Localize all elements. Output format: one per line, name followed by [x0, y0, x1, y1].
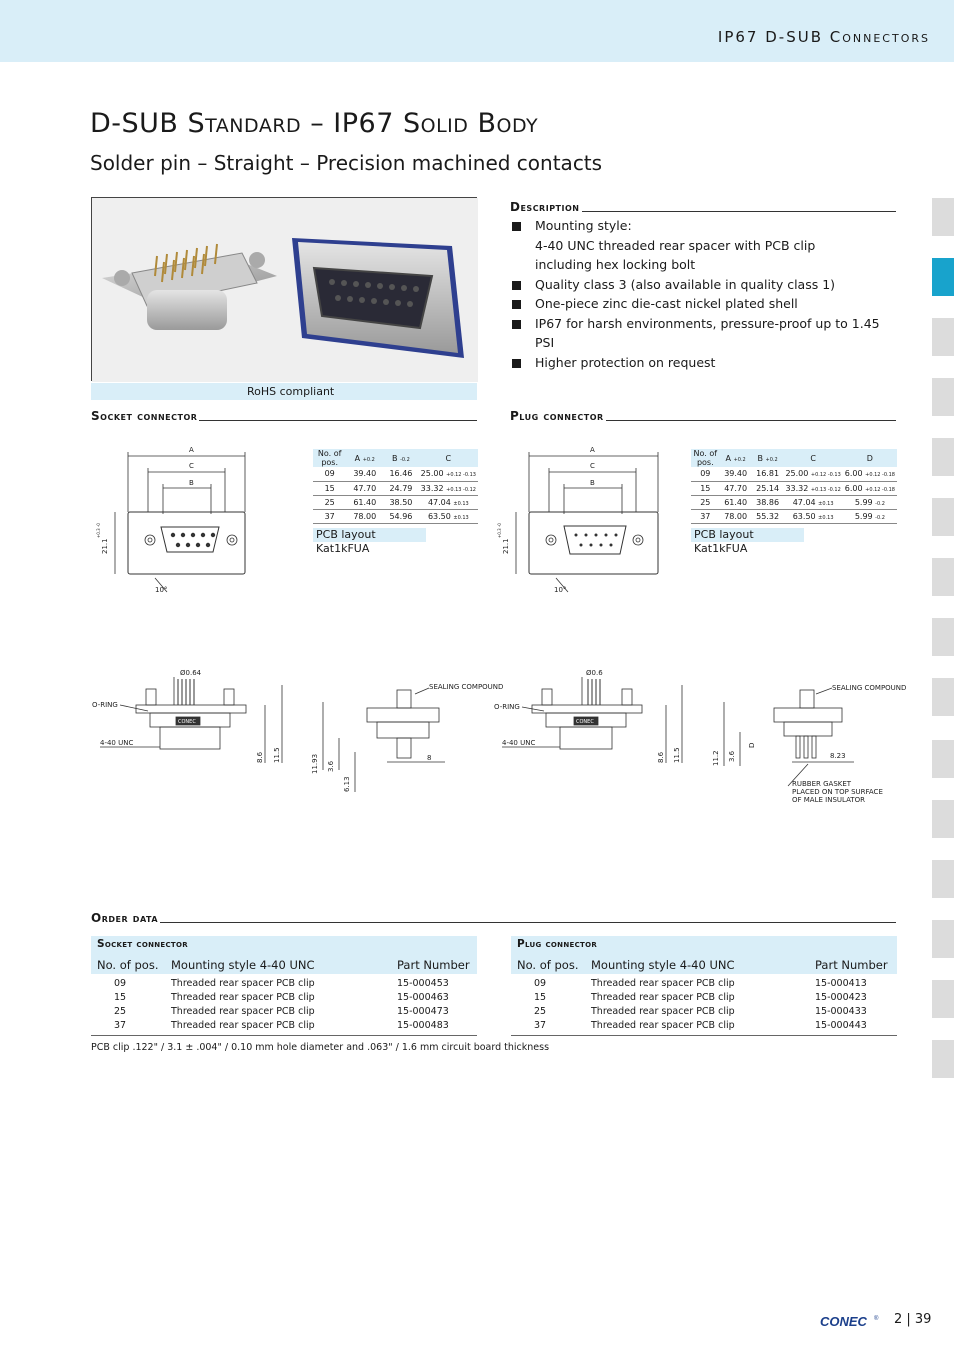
- col-a: A +0.2: [720, 449, 752, 467]
- table-row: 25 61.40 38.86 47.04 ±0.13 5.99 -0.2: [691, 495, 897, 509]
- thread-label: 4-40 UNC: [502, 739, 536, 747]
- gasket-label-3: OF MALE INSULATOR: [792, 796, 865, 804]
- dim-label-angle: 10°: [554, 586, 567, 594]
- svg-text:CONEC: CONEC: [576, 719, 594, 725]
- table-row: 09 39.40 16.46 25.00 +0.12 -0.13: [313, 467, 478, 481]
- oring-label: O-RING: [494, 703, 520, 711]
- page-subtitle: Solder pin – Straight – Precision machined contacts: [90, 151, 603, 175]
- conec-logo: [820, 1313, 880, 1329]
- socket-connector-heading: Socket connector: [91, 408, 477, 422]
- description-heading: Description: [510, 199, 896, 213]
- col-pos: No. of pos.: [691, 449, 720, 467]
- plug-connector-heading: Plug connector: [510, 408, 896, 422]
- col-c: C: [419, 449, 478, 467]
- dim-label-112: 11.2: [712, 750, 720, 766]
- page-number: 2 | 39: [894, 1312, 932, 1327]
- order-table-title: Plug connector: [517, 938, 598, 950]
- plug-side-drawing: [492, 665, 692, 795]
- sealing-label: SEALING COMPOUND: [429, 683, 504, 691]
- thread-label: 4-40 UNC: [100, 739, 134, 747]
- side-tab[interactable]: [932, 438, 954, 476]
- dim-label-d: D: [748, 742, 756, 748]
- product-photo: [91, 197, 477, 381]
- col-mount: Mounting style 4-40 UNC: [591, 958, 735, 972]
- svg-text:CONEC: CONEC: [178, 719, 196, 725]
- description-list: [512, 216, 892, 372]
- side-tab[interactable]: [932, 558, 954, 596]
- order-table-header: [511, 936, 897, 974]
- side-tab[interactable]: [932, 618, 954, 656]
- description-item: Higher protection on request: [512, 353, 892, 373]
- dim-label-height: 21.1: [101, 538, 109, 554]
- dim-label-angle: 10°: [155, 586, 168, 594]
- socket-rear-drawing: [305, 682, 504, 794]
- footnote: PCB clip .122" / 3.1 ± .004" / 0.10 mm hole diameter and .063" / 1.6 mm circuit board thickness: [91, 1042, 550, 1053]
- dim-label-height-tol: +0.3 -0: [497, 523, 502, 538]
- table-row: 15 47.70 24.79 33.32 +0.13 -0.12: [313, 481, 478, 495]
- table-header-row: [313, 449, 478, 467]
- table-row: 09 Threaded rear spacer PCB clip 15-000453: [114, 978, 449, 989]
- section-title: IP67 D-SUB Connectors: [717, 28, 930, 46]
- side-tab[interactable]: [932, 198, 954, 236]
- dim-label-36: 3.6: [327, 760, 335, 772]
- table-row: 37 Threaded rear spacer PCB clip 15-000483: [114, 1020, 449, 1031]
- gasket-label-1: RUBBER GASKET: [792, 780, 852, 788]
- table-row: 09 39.40 16.81 25.00 +0.12 -0.13 6.00 +0.12 -0.18: [691, 467, 897, 481]
- col-b: B -0.2: [383, 449, 419, 467]
- dim-label-613: 6.13: [343, 776, 351, 792]
- order-table-header: [91, 936, 477, 974]
- order-data-heading: Order data: [91, 910, 896, 924]
- table-row: 25 61.40 38.50 47.04 ±0.13: [313, 495, 478, 509]
- svg-text:®: ®: [874, 1316, 879, 1322]
- header-bar: [0, 0, 954, 62]
- socket-front-drawing: [95, 442, 245, 598]
- description-item: One-piece zinc die-cast nickel plated shell: [512, 294, 892, 314]
- col-d: D: [843, 449, 897, 467]
- dim-label-86: 8.6: [256, 751, 264, 763]
- dim-label-c: C: [590, 462, 595, 470]
- dim-label-36: 3.6: [728, 750, 736, 762]
- plug-order-table: [511, 936, 897, 1036]
- col-mount: Mounting style 4-40 UNC: [171, 958, 315, 972]
- dim-label-a: A: [590, 446, 595, 454]
- col-pos: No. of pos.: [313, 449, 346, 467]
- socket-side-drawing: [90, 665, 302, 795]
- table-row: 15 Threaded rear spacer PCB clip 15-000423: [534, 992, 867, 1003]
- side-tab-active[interactable]: [932, 258, 954, 296]
- dim-label-diam: Ø0.6: [586, 669, 603, 677]
- side-tab[interactable]: [932, 860, 954, 898]
- oring-label: O-RING: [92, 701, 118, 709]
- dim-label-a: A: [189, 446, 194, 454]
- col-pos: No. of pos.: [97, 958, 159, 972]
- col-part: Part Number: [397, 958, 470, 972]
- dim-label-b: B: [590, 479, 595, 487]
- description-subline: including hex locking bolt: [535, 257, 696, 272]
- description-subline: 4-40 UNC threaded rear spacer with PCB clip: [535, 237, 816, 253]
- side-tab[interactable]: [932, 318, 954, 356]
- side-tab[interactable]: [932, 920, 954, 958]
- col-a: A +0.2: [346, 449, 383, 467]
- sealing-label: SEALING COMPOUND: [832, 684, 907, 692]
- socket-dimension-table: [313, 449, 478, 524]
- description-item: IP67 for harsh environments, pressure-proof up to 1.45 PSI: [512, 314, 892, 353]
- col-b: B +0.2: [752, 449, 784, 467]
- side-tab[interactable]: [932, 378, 954, 416]
- col-c: C: [783, 449, 842, 467]
- table-row: 15 Threaded rear spacer PCB clip 15-000463: [114, 992, 449, 1003]
- table-row: 25 Threaded rear spacer PCB clip 15-000473: [114, 1006, 449, 1017]
- dim-label-height-tol: +0.3 -0: [96, 523, 101, 538]
- col-part: Part Number: [815, 958, 888, 972]
- col-pos: No. of pos.: [517, 958, 579, 972]
- svg-text:CONEC: CONEC: [820, 1314, 867, 1329]
- gasket-label-2: PLACED ON TOP SURFACE: [792, 788, 883, 796]
- plug-dimension-table: [691, 449, 897, 524]
- table-row: 25 Threaded rear spacer PCB clip 15-000433: [534, 1006, 867, 1017]
- socket-order-table: [91, 936, 477, 1036]
- side-tab[interactable]: [932, 980, 954, 1018]
- side-tab[interactable]: [932, 740, 954, 778]
- side-tab[interactable]: [932, 498, 954, 536]
- dim-label-b: B: [189, 479, 194, 487]
- dim-label-823: 8.23: [830, 752, 846, 760]
- side-tab[interactable]: [932, 1040, 954, 1078]
- dim-label-diam: Ø0.64: [180, 669, 202, 677]
- table-header-row: [691, 449, 897, 467]
- connector-photo-image: [92, 198, 478, 382]
- dim-label-86: 8.6: [657, 751, 665, 763]
- side-tab[interactable]: [932, 800, 954, 838]
- table-row: 37 Threaded rear spacer PCB clip 15-000443: [534, 1020, 867, 1031]
- order-table-title: Socket connector: [97, 938, 188, 950]
- side-tab[interactable]: [932, 678, 954, 716]
- description-item: Quality class 3 (also available in quality class 1): [512, 275, 892, 295]
- dim-label-8: 8: [427, 754, 432, 762]
- dim-label-115: 11.5: [273, 747, 281, 763]
- plug-pcb-layout-link[interactable]: PCB layout Kat1kFUA: [691, 528, 804, 542]
- socket-pcb-layout-link[interactable]: PCB layout Kat1kFUA: [313, 528, 426, 542]
- description-item: Mounting style:: [512, 216, 892, 236]
- rohs-label: RoHS compliant: [91, 383, 477, 400]
- dim-label-c: C: [189, 462, 194, 470]
- dim-label-height: 21.1: [502, 538, 510, 554]
- table-row: 09 Threaded rear spacer PCB clip 15-000413: [534, 978, 867, 989]
- plug-rear-drawing: [708, 682, 907, 804]
- table-row: 37 78.00 55.32 63.50 ±0.13 5.99 -0.2: [691, 509, 897, 523]
- table-row: 37 78.00 54.96 63.50 ±0.13: [313, 509, 478, 523]
- dim-label-1193: 11.93: [311, 753, 319, 774]
- page-title: D-SUB Standard – IP67 Solid Body: [90, 108, 539, 139]
- table-row: 15 47.70 25.14 33.32 +0.13 -0.12 6.00 +0.12 -0.18: [691, 481, 897, 495]
- plug-front-drawing: [496, 442, 661, 598]
- dim-label-115: 11.5: [673, 747, 681, 763]
